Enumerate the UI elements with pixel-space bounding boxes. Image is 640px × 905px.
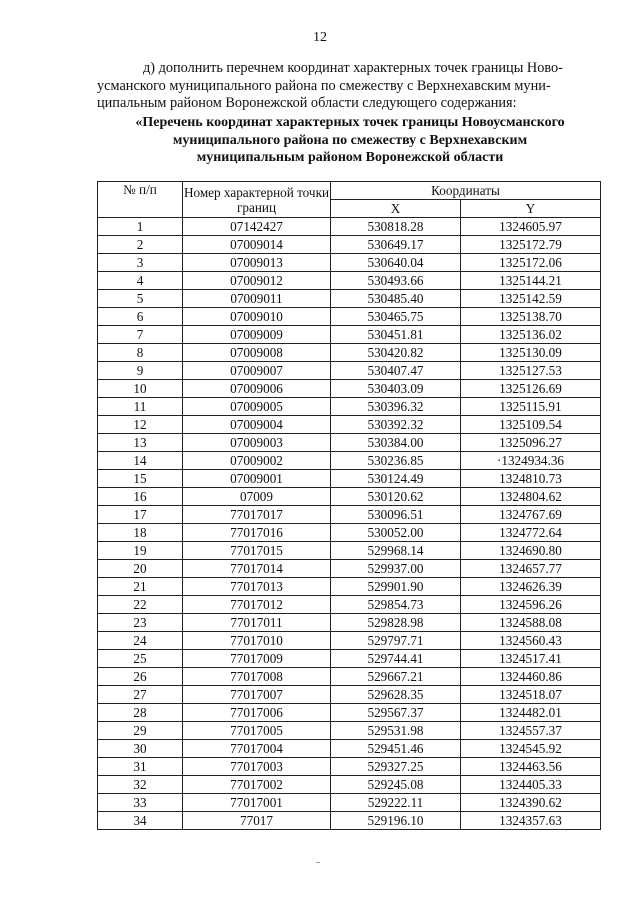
cell-x: 530052.00 [331,524,461,542]
table-row [98,686,601,704]
cell-y: 1324405.33 [461,776,601,794]
cell-point: 77017016 [183,524,331,542]
cell-y: 1325144.21 [461,272,601,290]
cell-x: 529854.73 [331,596,461,614]
table-row [98,236,601,254]
table-row [98,362,601,380]
cell-x: 530392.32 [331,416,461,434]
cell-num: 22 [98,596,183,614]
cell-y: 1324605.97 [461,218,601,236]
table-row [98,452,601,470]
cell-y: 1324518.07 [461,686,601,704]
cell-num: 26 [98,668,183,686]
cell-point: 77017 [183,812,331,830]
cell-x: 529567.37 [331,704,461,722]
cell-x: 530403.09 [331,380,461,398]
table-row [98,290,601,308]
cell-point: 77017003 [183,758,331,776]
section-heading [105,114,595,167]
cell-point: 77017005 [183,722,331,740]
cell-x: 530493.66 [331,272,461,290]
table-row [98,470,601,488]
cell-y: 1324390.62 [461,794,601,812]
cell-y: 1325127.53 [461,362,601,380]
cell-y: ·1324934.36 [461,452,601,470]
cell-point: 77017011 [183,614,331,632]
cell-num: 18 [98,524,183,542]
cell-x: 529744.41 [331,650,461,668]
cell-num: 25 [98,650,183,668]
cell-x: 530407.47 [331,362,461,380]
cell-x: 530818.28 [331,218,461,236]
cell-point: 77017014 [183,560,331,578]
heading-line-3: муниципальным районом Воронежской области [196,150,504,165]
cell-num: 19 [98,542,183,560]
header-num: № п/п [98,182,183,218]
cell-num: 3 [98,254,183,272]
cell-x: 530096.51 [331,506,461,524]
cell-y: 1324657.77 [461,560,601,578]
cell-num: 23 [98,614,183,632]
cell-y: 1325142.59 [461,290,601,308]
cell-x: 530485.40 [331,290,461,308]
cell-y: 1324810.73 [461,470,601,488]
cell-x: 529327.25 [331,758,461,776]
cell-num: 34 [98,812,183,830]
cell-num: 24 [98,632,183,650]
cell-num: 1 [98,218,183,236]
table-row [98,596,601,614]
cell-y: 1324357.63 [461,812,601,830]
header-point: Номер характерной точки границ [183,182,331,218]
cell-num: 7 [98,326,183,344]
cell-point: 07009011 [183,290,331,308]
cell-y: 1324482.01 [461,704,601,722]
cell-x: 529222.11 [331,794,461,812]
cell-y: 1324463.56 [461,758,601,776]
cell-y: 1325126.69 [461,380,601,398]
cell-num: 33 [98,794,183,812]
cell-x: 529797.71 [331,632,461,650]
intro-paragraph [97,60,600,113]
cell-num: 14 [98,452,183,470]
cell-x: 530120.62 [331,488,461,506]
table-row [98,254,601,272]
cell-x: 529628.35 [331,686,461,704]
cell-point: 07009004 [183,416,331,434]
cell-x: 529451.46 [331,740,461,758]
header-x: X [331,200,461,218]
cell-num: 12 [98,416,183,434]
table-row [98,344,601,362]
table-row [98,380,601,398]
cell-point: 07142427 [183,218,331,236]
cell-point: 07009001 [183,470,331,488]
cell-point: 77017004 [183,740,331,758]
cell-y: 1325138.70 [461,308,601,326]
cell-y: 1324588.08 [461,614,601,632]
coordinates-table [97,181,601,830]
heading-line-2: муниципального района по смежеству с Верхнехавским [172,132,528,148]
cell-x: 530124.49 [331,470,461,488]
table-row [98,614,601,632]
cell-y: 1324690.80 [461,542,601,560]
cell-point: 07009012 [183,272,331,290]
cell-point: 77017006 [183,704,331,722]
cell-num: 21 [98,578,183,596]
cell-point: 07009005 [183,398,331,416]
cell-num: 2 [98,236,183,254]
table-row [98,794,601,812]
cell-y: 1324545.92 [461,740,601,758]
cell-point: 77017012 [183,596,331,614]
cell-x: 530640.04 [331,254,461,272]
table-row [98,740,601,758]
cell-point: 07009007 [183,362,331,380]
cell-y: 1325115.91 [461,398,601,416]
cell-point: 77017015 [183,542,331,560]
table-row [98,776,601,794]
table-row [98,308,601,326]
cell-num: 29 [98,722,183,740]
cell-num: 30 [98,740,183,758]
cell-point: 07009002 [183,452,331,470]
cell-x: 529828.98 [331,614,461,632]
table-row [98,758,601,776]
cell-point: 07009010 [183,308,331,326]
cell-y: 1325130.09 [461,344,601,362]
cell-point: 07009014 [183,236,331,254]
cell-num: 32 [98,776,183,794]
table-row [98,488,601,506]
cell-y: 1324767.69 [461,506,601,524]
cell-x: 530236.85 [331,452,461,470]
cell-y: 1324557.37 [461,722,601,740]
table-row [98,578,601,596]
cell-y: 1325096.27 [461,434,601,452]
table-row [98,542,601,560]
cell-num: 27 [98,686,183,704]
cell-y: 1324460.86 [461,668,601,686]
cell-point: 77017007 [183,686,331,704]
cell-point: 07009009 [183,326,331,344]
cell-num: 15 [98,470,183,488]
cell-x: 529245.08 [331,776,461,794]
cell-num: 16 [98,488,183,506]
cell-point: 07009006 [183,380,331,398]
cell-point: 77017009 [183,650,331,668]
cell-point: 77017017 [183,506,331,524]
intro-line-1: д) дополнить перечнем координат характерных точек границы Ново- [143,60,563,76]
cell-y: 1325172.79 [461,236,601,254]
cell-num: 11 [98,398,183,416]
cell-y: 1324804.62 [461,488,601,506]
table-row [98,632,601,650]
cell-y: 1324517.41 [461,650,601,668]
cell-y: 1324560.43 [461,632,601,650]
table-row [98,722,601,740]
cell-point: 77017013 [183,578,331,596]
table-row [98,272,601,290]
table-row [98,506,601,524]
cell-num: 20 [98,560,183,578]
cell-num: 31 [98,758,183,776]
cell-y: 1325136.02 [461,326,601,344]
page-number: 12 [313,30,327,45]
table-row [98,650,601,668]
cell-point: 77017002 [183,776,331,794]
cell-num: 13 [98,434,183,452]
cell-x: 530451.81 [331,326,461,344]
cell-point: 07009013 [183,254,331,272]
intro-line-3: ципальным районом Воронежской области следующего содержания: [97,95,517,111]
table-row [98,434,601,452]
cell-num: 5 [98,290,183,308]
cell-point: 07009008 [183,344,331,362]
cell-num: 6 [98,308,183,326]
footer-mark [316,862,320,863]
cell-y: 1325109.54 [461,416,601,434]
cell-x: 529196.10 [331,812,461,830]
table-row [98,704,601,722]
table-row [98,560,601,578]
table-row [98,416,601,434]
header-y: Y [461,200,601,218]
cell-x: 529968.14 [331,542,461,560]
cell-x: 529667.21 [331,668,461,686]
cell-x: 530420.82 [331,344,461,362]
cell-num: 17 [98,506,183,524]
cell-point: 77017010 [183,632,331,650]
cell-point: 07009003 [183,434,331,452]
table-row [98,218,601,236]
table-row [98,398,601,416]
cell-x: 530396.32 [331,398,461,416]
heading-line-1: «Перечень координат характерных точек границы Новоусманского [135,115,565,130]
cell-y: 1325172.06 [461,254,601,272]
cell-num: 4 [98,272,183,290]
cell-num: 8 [98,344,183,362]
cell-y: 1324626.39 [461,578,601,596]
table-row [98,524,601,542]
cell-x: 529937.00 [331,560,461,578]
cell-y: 1324596.26 [461,596,601,614]
table-row [98,812,601,830]
cell-num: 10 [98,380,183,398]
header-coords: Координаты [331,182,601,200]
cell-y: 1324772.64 [461,524,601,542]
cell-point: 77017008 [183,668,331,686]
cell-x: 530649.17 [331,236,461,254]
intro-line-2: усманского муниципального района по смежеству с Верхнехавским муни- [97,77,551,94]
table-row [98,668,601,686]
cell-x: 529901.90 [331,578,461,596]
cell-point: 77017001 [183,794,331,812]
cell-point: 07009 [183,488,331,506]
table-row [98,326,601,344]
cell-x: 530465.75 [331,308,461,326]
cell-x: 529531.98 [331,722,461,740]
cell-num: 9 [98,362,183,380]
cell-x: 530384.00 [331,434,461,452]
cell-num: 28 [98,704,183,722]
